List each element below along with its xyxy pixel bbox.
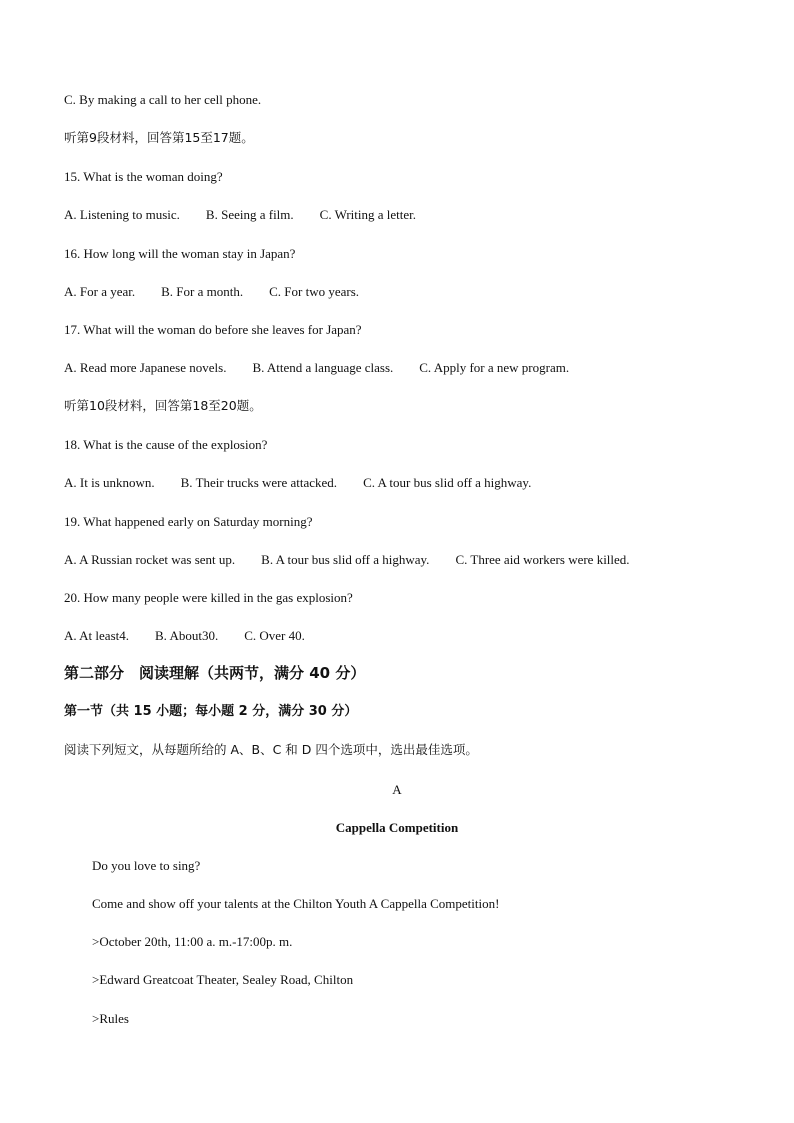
option-a: A. It is unknown. xyxy=(64,475,155,490)
option-c: C. A tour bus slid off a highway. xyxy=(363,475,532,490)
question-16-options xyxy=(64,284,359,300)
option-b: B. For a month. xyxy=(161,284,244,299)
question-17-stem: 17. What will the woman do before she leaves for Japan? xyxy=(64,322,362,337)
option-c: C. Apply for a new program. xyxy=(419,360,570,375)
option-c: C. Writing a letter. xyxy=(319,207,417,222)
question-20-options xyxy=(64,628,305,644)
passage-letter: A xyxy=(392,782,402,797)
question-19-options xyxy=(64,552,630,568)
passage-paragraph: >October 20th, 11:00 a. m.-17:00p. m. xyxy=(92,934,293,949)
question-18-options xyxy=(64,475,531,491)
part-2-heading: 第二部分 阅读理解（共两节，满分 40 分） xyxy=(64,664,366,682)
option-b: B. Attend a language class. xyxy=(252,360,394,375)
question-18-stem: 18. What is the cause of the explosion? xyxy=(64,437,268,452)
question-19-stem: 19. What happened early on Saturday morning? xyxy=(64,514,313,529)
option-a: A. Read more Japanese novels. xyxy=(64,360,227,375)
option-a: A. At least4. xyxy=(64,628,129,643)
reading-instructions: 阅读下列短文，从每题所给的 A、B、C 和 D 四个选项中，选出最佳选项。 xyxy=(64,742,478,757)
option-b: B. About30. xyxy=(155,628,219,643)
question-20-stem: 20. How many people were killed in the gas explosion? xyxy=(64,590,353,605)
question-16-stem: 16. How long will the woman stay in Japan? xyxy=(64,246,296,261)
question-15-options xyxy=(64,207,416,223)
option-c: C. Three aid workers were killed. xyxy=(455,552,630,567)
option-b: B. Their trucks were attacked. xyxy=(180,475,338,490)
option-b: B. A tour bus slid off a highway. xyxy=(261,552,430,567)
passage-title: Cappella Competition xyxy=(335,820,459,835)
section-10-instruction: 听第10段材料，回答第18至20题。 xyxy=(64,398,262,413)
option-c: C. For two years. xyxy=(269,284,360,299)
section-9-instruction: 听第9段材料，回答第15至17题。 xyxy=(64,130,254,145)
passage-paragraph: Do you love to sing? xyxy=(92,858,201,873)
passage-paragraph: >Rules xyxy=(92,1011,129,1026)
section-1-heading: 第一节（共 15 小题；每小题 2 分，满分 30 分） xyxy=(64,704,358,719)
question-15-stem: 15. What is the woman doing? xyxy=(64,169,223,184)
question-14-option-c: C. By making a call to her cell phone. xyxy=(64,92,262,107)
option-b: B. Seeing a film. xyxy=(205,207,294,222)
question-17-options xyxy=(64,360,569,376)
option-a: A. For a year. xyxy=(64,284,136,299)
option-c: C. Over 40. xyxy=(244,628,305,643)
passage-paragraph: >Edward Greatcoat Theater, Sealey Road, Chilton xyxy=(92,972,354,987)
option-a: A. A Russian rocket was sent up. xyxy=(64,552,236,567)
passage-paragraph: Come and show off your talents at the Chilton Youth A Cappella Competition! xyxy=(92,896,500,911)
option-a: A. Listening to music. xyxy=(64,207,180,222)
